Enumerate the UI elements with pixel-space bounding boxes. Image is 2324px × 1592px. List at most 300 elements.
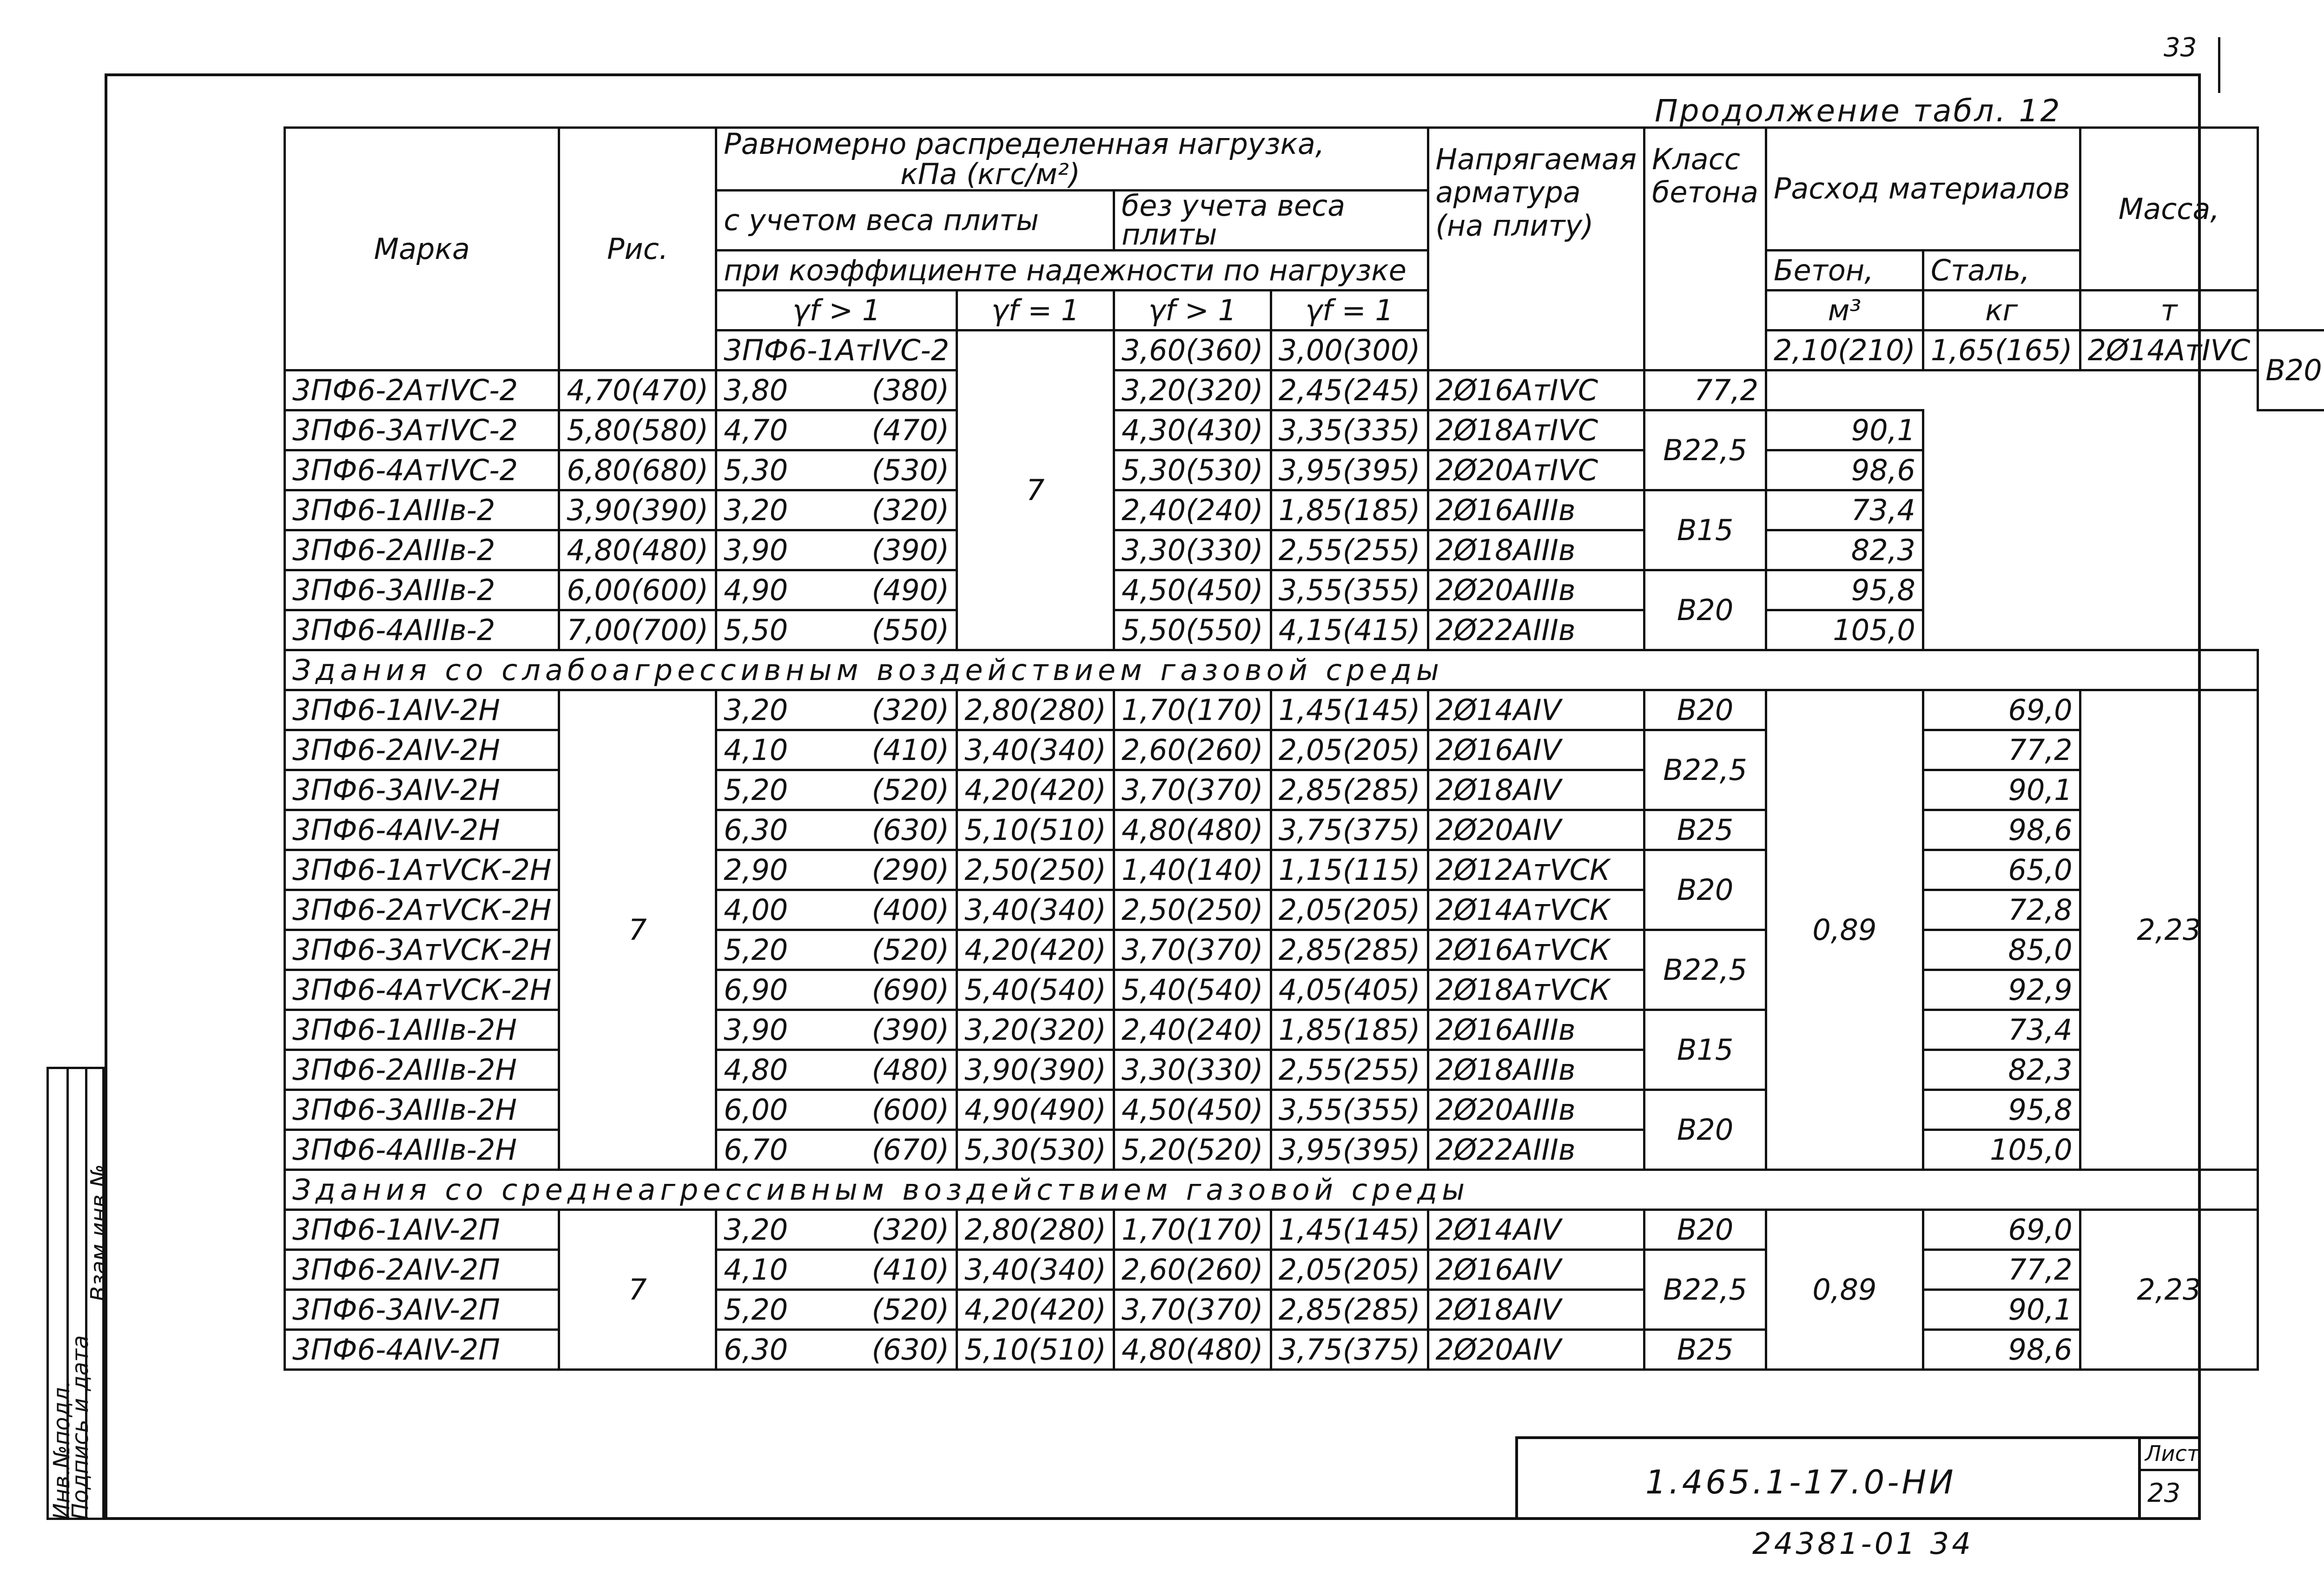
value-kpa: 3,90 (724, 533, 788, 567)
concrete-class-cell: В22,5 (1644, 1250, 1766, 1330)
value-kgs: (480) (1186, 1332, 1263, 1367)
value-kgs: (165) (1994, 333, 2073, 367)
value-kpa: 3,90 (567, 493, 631, 527)
corner-mark (2218, 37, 2220, 93)
steel-cell: 77,2 (1644, 370, 1766, 410)
rebar-cell: 2Ø16АIIIв (1428, 490, 1644, 530)
value-kgs: (520) (872, 932, 950, 967)
value-pair (1121, 453, 1263, 487)
value-cell (1271, 930, 1428, 970)
value-cell (1114, 730, 1271, 770)
value-cell (716, 450, 957, 490)
value-kpa: 3,75 (1278, 813, 1343, 847)
value-kpa: 5,40 (964, 972, 1029, 1007)
value-kpa: 3,40 (964, 733, 1029, 767)
list-label: Лист (2145, 1441, 2199, 1466)
rebar-cell: 2Ø14АIV (1428, 1210, 1644, 1250)
value-kgs: (480) (872, 1052, 950, 1087)
value-kpa: 5,80 (567, 413, 631, 447)
value-cell (1114, 850, 1271, 890)
value-pair (724, 1092, 950, 1127)
value-cell (1114, 1250, 1271, 1290)
rebar-cell: 2Ø18АIV (1428, 770, 1644, 810)
value-pair (1278, 413, 1420, 447)
section-band-row (285, 1170, 2324, 1210)
value-kpa: 2,10 (1774, 333, 1838, 367)
value-pair (724, 733, 950, 767)
value-cell (1114, 1090, 1271, 1130)
value-cell (1114, 930, 1271, 970)
header-mass: Масса, (2080, 128, 2258, 291)
value-kgs: (370) (1186, 1292, 1263, 1327)
value-kpa: 5,10 (964, 1332, 1029, 1367)
value-cell (1271, 370, 1428, 410)
value-kgs: (245) (1342, 373, 1420, 407)
value-kgs: (530) (872, 453, 950, 487)
marka-cell: 3ПФ6-3АтVСК-2Н (285, 930, 559, 970)
value-kgs: (355) (1342, 573, 1420, 607)
value-kpa: 3,40 (964, 892, 1029, 927)
value-cell (1271, 1130, 1428, 1170)
value-kgs: (320) (872, 493, 950, 527)
value-pair (567, 613, 709, 647)
value-kgs: (480) (1186, 813, 1263, 847)
value-cell (559, 450, 716, 490)
continuation-label: Продолжение табл. 12 (1655, 93, 2062, 129)
section-band: Здания со среднеагрессивным воздействием газовой среды (285, 1170, 2258, 1210)
value-pair (1278, 693, 1420, 727)
value-pair (1121, 932, 1263, 967)
table-row (285, 1210, 2324, 1250)
value-cell (1114, 450, 1271, 490)
value-kgs: (390) (1029, 1052, 1106, 1087)
value-kpa: 2,80 (964, 693, 1029, 727)
value-pair (1121, 413, 1263, 447)
value-cell (1114, 1210, 1271, 1250)
value-kpa: 4,15 (1278, 613, 1343, 647)
value-kgs: (260) (1186, 1252, 1263, 1287)
concrete-class-cell: В15 (1644, 1010, 1766, 1090)
value-kgs: (285) (1342, 1292, 1420, 1327)
header-gamma-eq1-b: γf = 1 (1271, 291, 1428, 330)
value-pair (1278, 972, 1420, 1007)
steel-cell: 98,6 (1923, 1330, 2080, 1370)
steel-cell: 90,1 (1923, 1290, 2080, 1330)
value-cell (1114, 970, 1271, 1010)
value-kgs: (540) (1186, 972, 1263, 1007)
value-pair (1278, 1052, 1420, 1087)
value-cell (1766, 330, 1923, 370)
value-kgs: (700) (631, 613, 709, 647)
concrete-class-cell: В25 (1644, 1330, 1766, 1370)
value-kgs: (320) (872, 693, 950, 727)
value-kgs: (420) (1029, 932, 1106, 967)
value-kpa: 1,45 (1278, 1212, 1343, 1247)
value-cell (716, 1050, 957, 1090)
value-kpa: 5,10 (964, 813, 1029, 847)
value-kgs: (390) (872, 1012, 950, 1047)
value-pair (1121, 573, 1263, 607)
value-pair (1121, 1052, 1263, 1087)
beton-cell: 0,89 (1766, 690, 1923, 1170)
value-kpa: 4,80 (567, 533, 631, 567)
value-cell (957, 1210, 1114, 1250)
value-kgs: (520) (1186, 1132, 1263, 1167)
value-cell (1271, 1050, 1428, 1090)
value-kgs: (395) (1342, 453, 1420, 487)
value-pair (964, 932, 1106, 967)
value-kpa: 4,80 (724, 1052, 788, 1087)
value-pair (1278, 1332, 1420, 1367)
value-pair (1278, 852, 1420, 887)
value-kpa: 4,00 (724, 892, 788, 927)
value-pair (724, 493, 950, 527)
value-pair (724, 453, 950, 487)
value-pair (964, 1052, 1106, 1087)
value-cell (1114, 1290, 1271, 1330)
concrete-class-cell: В22,5 (1644, 930, 1766, 1010)
marka-cell: 3ПФ6-3АIIIв-2 (285, 570, 559, 610)
value-pair (1121, 1012, 1263, 1047)
value-pair (1121, 852, 1263, 887)
rebar-cell: 2Ø18АIV (1428, 1290, 1644, 1330)
section-band: Здания со слабоагрессивным воздействием газовой среды (285, 650, 2258, 690)
value-pair (724, 533, 950, 567)
value-kpa: 3,20 (724, 693, 788, 727)
value-kgs: (380) (872, 373, 950, 407)
value-kgs: (400) (872, 892, 950, 927)
value-cell (1271, 1210, 1428, 1250)
value-cell (1114, 690, 1271, 730)
value-kgs: (285) (1342, 932, 1420, 967)
value-kgs: (290) (872, 852, 950, 887)
value-cell (1271, 330, 1428, 370)
value-kgs: (185) (1342, 1012, 1420, 1047)
value-kpa: 4,70 (724, 413, 788, 447)
value-kpa: 4,80 (1121, 1332, 1186, 1367)
steel-cell: 98,6 (1923, 810, 2080, 850)
value-kpa: 2,05 (1278, 733, 1343, 767)
value-kpa: 2,50 (1121, 892, 1186, 927)
value-kpa: 6,90 (724, 972, 788, 1007)
value-kgs: (390) (872, 533, 950, 567)
value-kpa: 2,60 (1121, 733, 1186, 767)
value-kpa: 5,20 (724, 1292, 788, 1327)
value-kgs: (170) (1186, 693, 1263, 727)
concrete-class-cell: В20 (1644, 570, 1766, 650)
marka-cell: 3ПФ6-2АIV-2Н (285, 730, 559, 770)
value-kgs: (360) (1186, 333, 1263, 367)
value-kgs: (510) (1029, 813, 1106, 847)
value-kpa: 4,90 (964, 1092, 1029, 1127)
spec-table (284, 126, 2324, 1371)
value-kpa: 3,95 (1278, 1132, 1343, 1167)
concrete-class-cell: В20 (1644, 1210, 1766, 1250)
value-cell (1114, 1010, 1271, 1050)
header-rebar: Напрягаемая арматура (на плиту) (1428, 128, 1644, 370)
value-cell (957, 850, 1114, 890)
header-load-units: кПа (кгс/м²) (900, 157, 1080, 192)
value-kpa: 3,20 (1121, 373, 1186, 407)
value-kgs: (390) (631, 493, 709, 527)
steel-cell: 77,2 (1923, 730, 2080, 770)
value-kgs: (240) (1186, 1012, 1263, 1047)
rebar-cell: 2Ø18АтVСК (1428, 970, 1644, 1010)
value-pair (1121, 533, 1263, 567)
value-pair (724, 613, 950, 647)
value-cell (957, 1010, 1114, 1050)
value-kpa: 1,70 (1121, 693, 1186, 727)
value-kgs: (210) (1838, 333, 1915, 367)
value-kgs: (530) (1029, 1132, 1106, 1167)
value-cell (716, 610, 957, 650)
value-pair (964, 1132, 1106, 1167)
value-kpa: 2,55 (1278, 1052, 1343, 1087)
value-kpa: 1,85 (1278, 493, 1343, 527)
value-pair (1278, 333, 1420, 367)
value-kgs: (170) (1186, 1212, 1263, 1247)
header-load (716, 128, 1428, 191)
value-cell (957, 770, 1114, 810)
value-pair (964, 1292, 1106, 1327)
value-kpa: 3,20 (724, 493, 788, 527)
value-kgs: (550) (1186, 613, 1263, 647)
value-pair (1278, 1132, 1420, 1167)
value-cell (1271, 450, 1428, 490)
value-kgs: (630) (872, 813, 950, 847)
value-kgs: (250) (1029, 852, 1106, 887)
rebar-cell: 2Ø16АIV (1428, 1250, 1644, 1290)
header-with-weight: с учетом веса плиты (716, 191, 1114, 251)
value-kgs: (240) (1186, 493, 1263, 527)
steel-cell: 85,0 (1923, 930, 2080, 970)
value-pair (567, 493, 709, 527)
value-cell (957, 1130, 1114, 1170)
value-kpa: 5,40 (1121, 972, 1186, 1007)
value-cell (716, 1330, 957, 1370)
value-pair (1121, 1332, 1263, 1367)
value-cell (1114, 570, 1271, 610)
value-cell (716, 490, 957, 530)
value-pair (724, 1052, 950, 1087)
value-cell (1271, 1290, 1428, 1330)
value-kpa: 2,40 (1121, 493, 1186, 527)
value-pair (567, 373, 709, 407)
value-kgs: (520) (872, 1292, 950, 1327)
header-gamma-gt1-a: γf > 1 (716, 291, 957, 330)
value-pair (1121, 1292, 1263, 1327)
value-cell (957, 1090, 1114, 1130)
concrete-class-cell: В20 (1644, 850, 1766, 930)
value-cell (957, 1050, 1114, 1090)
value-cell (1114, 330, 1271, 370)
concrete-class-cell: В22,5 (1644, 410, 1766, 490)
concrete-class-cell: В15 (1644, 490, 1766, 570)
value-pair (964, 972, 1106, 1007)
value-pair (1278, 373, 1420, 407)
value-pair (1278, 813, 1420, 847)
value-kgs: (405) (1342, 972, 1420, 1007)
marka-cell: 3ПФ6-4АIV-2П (285, 1330, 559, 1370)
value-cell (716, 730, 957, 770)
value-kpa: 1,15 (1278, 852, 1343, 887)
value-pair (1121, 493, 1263, 527)
steel-cell: 90,1 (1766, 410, 1923, 450)
value-kgs: (340) (1029, 1252, 1106, 1287)
value-cell (1271, 890, 1428, 930)
ris-cell: 7 (957, 330, 1114, 650)
value-kpa: 5,20 (724, 932, 788, 967)
value-kpa: 2,50 (964, 852, 1029, 887)
header-materials: Расход материалов (1766, 128, 2080, 251)
value-kpa: 2,85 (1278, 932, 1343, 967)
header-concrete-class: Класс бетона (1644, 128, 1766, 370)
value-kgs: (420) (1029, 1292, 1106, 1327)
value-cell (716, 1250, 957, 1290)
value-pair (724, 1252, 950, 1287)
steel-cell: 82,3 (1766, 530, 1923, 570)
value-pair (964, 733, 1106, 767)
value-kgs: (115) (1342, 852, 1420, 887)
value-pair (1121, 693, 1263, 727)
rebar-cell: 2Ø16АтIVС (1428, 370, 1644, 410)
value-kgs: (450) (1186, 573, 1263, 607)
value-kgs: (530) (1186, 453, 1263, 487)
value-kgs: (145) (1342, 693, 1420, 727)
side-stamp (46, 1067, 112, 1520)
marka-cell: 3ПФ6-1АтVСК-2Н (285, 850, 559, 890)
steel-cell: 105,0 (1923, 1130, 2080, 1170)
value-pair (964, 892, 1106, 927)
archive-number: 24381-01 34 (1752, 1527, 1974, 1561)
value-pair (1278, 613, 1420, 647)
value-cell (716, 1290, 957, 1330)
value-pair (1278, 493, 1420, 527)
value-kgs: (410) (872, 1252, 950, 1287)
value-pair (724, 892, 950, 927)
value-pair (724, 813, 950, 847)
value-pair (1278, 1292, 1420, 1327)
concrete-class-cell: В20 (2258, 330, 2324, 410)
value-pair (964, 693, 1106, 727)
value-kgs: (205) (1342, 733, 1420, 767)
value-kgs: (630) (872, 1332, 950, 1367)
value-kpa: 3,70 (1121, 773, 1186, 807)
table-row (285, 530, 2324, 570)
rebar-cell: 2Ø20АIV (1428, 810, 1644, 850)
value-kgs: (490) (1029, 1092, 1106, 1127)
value-cell (1271, 1010, 1428, 1050)
value-kpa: 3,30 (1121, 533, 1186, 567)
value-kpa: 5,20 (1121, 1132, 1186, 1167)
marka-cell: 3ПФ6-2АтIVС-2 (285, 370, 559, 410)
rebar-cell: 2Ø20АIIIв (1428, 570, 1644, 610)
marka-cell: 3ПФ6-4АIV-2Н (285, 810, 559, 850)
value-pair (1121, 773, 1263, 807)
mass-cell: 2,23 (2080, 690, 2258, 1170)
value-cell (716, 890, 957, 930)
header-steel: Сталь, (1923, 251, 2080, 291)
value-kgs: (185) (1342, 493, 1420, 527)
value-pair (1278, 932, 1420, 967)
value-cell (1114, 610, 1271, 650)
value-kgs: (320) (872, 1212, 950, 1247)
value-kpa: 5,20 (724, 773, 788, 807)
value-kgs: (340) (1029, 892, 1106, 927)
steel-cell: 95,8 (1766, 570, 1923, 610)
value-cell (1271, 690, 1428, 730)
value-kpa: 2,80 (964, 1212, 1029, 1247)
value-pair (1121, 892, 1263, 927)
value-cell (716, 530, 957, 570)
header-mass-unit: т (2080, 291, 2258, 330)
value-pair (567, 413, 709, 447)
value-kpa: 4,20 (964, 773, 1029, 807)
value-kpa: 1,40 (1121, 852, 1186, 887)
value-kgs: (260) (1186, 733, 1263, 767)
table-row (285, 450, 2324, 490)
rebar-cell: 2Ø18АIIIв (1428, 530, 1644, 570)
value-cell (716, 850, 957, 890)
value-kpa: 3,00 (1278, 333, 1343, 367)
value-pair (964, 1092, 1106, 1127)
value-kpa: 3,70 (1121, 1292, 1186, 1327)
value-kgs: (375) (1342, 813, 1420, 847)
value-pair (567, 533, 709, 567)
value-kgs: (250) (1186, 892, 1263, 927)
value-cell (1114, 370, 1271, 410)
value-kpa: 3,35 (1278, 413, 1343, 447)
steel-cell: 90,1 (1923, 770, 2080, 810)
value-kpa: 3,95 (1278, 453, 1343, 487)
value-cell (716, 570, 957, 610)
mass-cell: 2,23 (2080, 1210, 2258, 1370)
value-cell (716, 810, 957, 850)
value-kpa: 1,70 (1121, 1212, 1186, 1247)
header-load-title: Равномерно распределенная нагрузка, (724, 127, 1325, 161)
value-kgs: (410) (872, 733, 950, 767)
value-kpa: 3,20 (724, 1212, 788, 1247)
steel-cell: 72,8 (1923, 890, 2080, 930)
value-pair (964, 773, 1106, 807)
value-kpa: 3,60 (1121, 333, 1186, 367)
value-kpa: 2,55 (1278, 533, 1343, 567)
value-pair (724, 1332, 950, 1367)
marka-cell: 3ПФ6-4АтIVС-2 (285, 450, 559, 490)
value-kpa: 5,30 (724, 453, 788, 487)
ris-cell: 7 (559, 1210, 716, 1370)
rebar-cell: 2Ø20АIIIв (1428, 1090, 1644, 1130)
value-kpa: 1,45 (1278, 693, 1343, 727)
value-kpa: 4,50 (1121, 1092, 1186, 1127)
value-pair (964, 1012, 1106, 1047)
value-pair (1278, 1212, 1420, 1247)
sheet-corner-number: 33 (2164, 33, 2197, 63)
value-kpa: 2,45 (1278, 373, 1343, 407)
value-cell (1271, 530, 1428, 570)
value-cell (559, 530, 716, 570)
rebar-cell: 2Ø22АIIIв (1428, 1130, 1644, 1170)
value-cell (716, 1210, 957, 1250)
rebar-cell: 2Ø18АIIIв (1428, 1050, 1644, 1090)
value-cell (1114, 1050, 1271, 1090)
value-kpa: 5,30 (964, 1132, 1029, 1167)
value-pair (1121, 1092, 1263, 1127)
value-kpa: 3,55 (1278, 1092, 1343, 1127)
header-beton: Бетон, (1766, 251, 1923, 291)
value-pair (1121, 733, 1263, 767)
value-pair (724, 852, 950, 887)
